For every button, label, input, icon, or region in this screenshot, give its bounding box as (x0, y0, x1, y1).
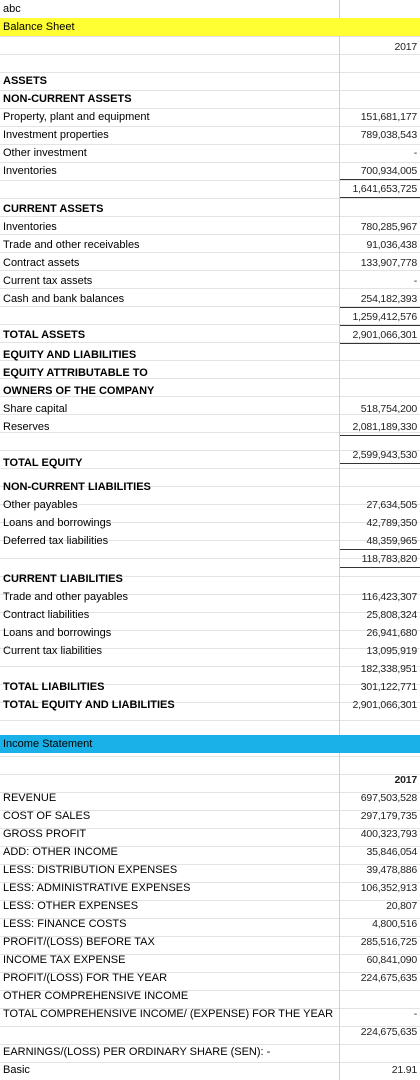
balance-sheet-row (0, 400, 420, 418)
balance-sheet-row-label: Other payables (3, 499, 78, 511)
income-statement-row-value: 35,846,054 (366, 846, 417, 858)
income-statement-row-label: EARNINGS/(LOSS) PER ORDINARY SHARE (SEN): - (3, 1046, 271, 1058)
income-statement-row (0, 933, 420, 951)
income-statement-title: Income Statement (3, 738, 93, 750)
balance-sheet-row (0, 290, 420, 308)
balance-sheet-row-value: 780,285,967 (360, 221, 417, 233)
balance-sheet-row (0, 606, 420, 624)
top-label-row (0, 0, 420, 18)
balance-sheet-row (0, 624, 420, 642)
balance-sheet-row (0, 180, 420, 198)
gridline (0, 36, 420, 37)
balance-sheet-title: Balance Sheet (3, 21, 75, 33)
balance-sheet-row-label: Property, plant and equipment (3, 111, 150, 123)
income-statement-row (0, 843, 420, 861)
balance-sheet-row-label: NON-CURRENT ASSETS (3, 93, 132, 105)
income-statement-row (0, 879, 420, 897)
income-statement-row-label: INCOME TAX EXPENSE (3, 954, 126, 966)
income-statement-row-value: 285,516,725 (360, 936, 417, 948)
balance-sheet-row-value: 25,808,324 (366, 609, 417, 621)
balance-sheet-row-value: 1,259,412,576 (352, 311, 417, 323)
balance-sheet-row (0, 550, 420, 568)
balance-sheet-row (0, 532, 420, 550)
income-statement-row (0, 969, 420, 987)
balance-sheet-row (0, 642, 420, 660)
income-statement-row-value: 224,675,635 (360, 972, 417, 984)
balance-sheet-row-value: 2,901,066,301 (352, 329, 417, 341)
balance-sheet-row-value: 26,941,680 (366, 627, 417, 639)
balance-sheet-row (0, 72, 420, 90)
balance-sheet-row-label: Trade and other receivables (3, 239, 140, 251)
balance-sheet-subtotal-rule (340, 343, 420, 344)
balance-sheet-row (0, 570, 420, 588)
balance-sheet-row-label: EQUITY ATTRIBUTABLE TO (3, 367, 148, 379)
balance-sheet-row-label: Share capital (3, 403, 68, 415)
balance-sheet-row-label: NON-CURRENT LIABILITIES (3, 481, 151, 493)
balance-sheet-row (0, 144, 420, 162)
balance-sheet-row (0, 478, 420, 496)
balance-sheet-row-label: Other investment (3, 147, 87, 159)
balance-sheet-row-value: 700,934,005 (360, 165, 417, 177)
balance-sheet-row-value: 13,095,919 (366, 645, 417, 657)
balance-sheet-row (0, 90, 420, 108)
balance-sheet-row-label: Loans and borrowings (3, 517, 112, 529)
balance-sheet-row-label: TOTAL ASSETS (3, 329, 86, 341)
balance-sheet-row (0, 126, 420, 144)
balance-sheet-row (0, 382, 420, 400)
balance-sheet-row-label: Contract liabilities (3, 609, 90, 621)
income-statement-row-value: 20,807 (386, 900, 417, 912)
income-statement-row (0, 1023, 420, 1041)
income-statement-row-label: TOTAL COMPREHENSIVE INCOME/ (EXPENSE) FOR THE YEAR (3, 1008, 334, 1020)
income-statement-row-value: 21.91 (391, 1064, 417, 1076)
balance-sheet-row-value: 301,122,771 (360, 681, 417, 693)
balance-sheet-row-value: 254,182,393 (360, 293, 417, 305)
balance-sheet-row-value: 133,907,778 (360, 257, 417, 269)
balance-sheet-row-value: 789,038,543 (360, 129, 417, 141)
balance-sheet-row-label: Loans and borrowings (3, 627, 112, 639)
income-statement-row-label: PROFIT/(LOSS) FOR THE YEAR (3, 972, 168, 984)
balance-sheet-row (0, 108, 420, 126)
income-statement-row-label: GROSS PROFIT (3, 828, 87, 840)
income-statement-row-value: - (413, 1008, 417, 1020)
balance-sheet-row (0, 162, 420, 180)
balance-sheet-row (0, 696, 420, 714)
balance-sheet-row-value: 118,783,820 (361, 553, 417, 565)
balance-sheet-year-row (0, 38, 420, 56)
balance-sheet-row-label: Inventories (3, 221, 57, 233)
balance-sheet-row-label: Inventories (3, 165, 57, 177)
balance-sheet-row (0, 254, 420, 272)
balance-sheet-row-label: TOTAL LIABILITIES (3, 681, 105, 693)
balance-sheet-row-label: OWNERS OF THE COMPANY (3, 385, 155, 397)
income-statement-row-label: REVENUE (3, 792, 57, 804)
income-statement-row-label: PROFIT/(LOSS) BEFORE TAX (3, 936, 155, 948)
balance-sheet-row-label: Contract assets (3, 257, 80, 269)
balance-sheet-row-label: Deferred tax liabilities (3, 535, 109, 547)
balance-sheet-row (0, 364, 420, 382)
income-statement-row (0, 789, 420, 807)
income-statement-row (0, 1043, 420, 1061)
balance-sheet-row-label: TOTAL EQUITY AND LIABILITIES (3, 699, 175, 711)
balance-sheet-row-value: 2,599,943,530 (352, 449, 417, 461)
income-statement-year: 2017 (394, 774, 417, 786)
income-statement-row-label: LESS: FINANCE COSTS (3, 918, 127, 930)
top-label: abc (3, 3, 21, 15)
balance-sheet-subtotal-rule (340, 567, 420, 568)
income-statement-row (0, 915, 420, 933)
income-statement-row (0, 807, 420, 825)
income-statement-row-value: 224,675,635 (360, 1026, 417, 1038)
income-statement-row-value: 39,478,886 (366, 864, 417, 876)
income-statement-row-value: 697,503,528 (360, 792, 417, 804)
income-statement-row (0, 987, 420, 1005)
balance-sheet-year: 2017 (394, 41, 417, 53)
income-statement-row-label: ADD: OTHER INCOME (3, 846, 118, 858)
balance-sheet-row-value: 151,681,177 (360, 111, 417, 123)
balance-sheet-row-label: Current tax assets (3, 275, 93, 287)
income-statement-row-value: 297,179,735 (360, 810, 417, 822)
income-statement-row-label: LESS: DISTRIBUTION EXPENSES (3, 864, 178, 876)
balance-sheet-row (0, 454, 420, 472)
income-statement-row-label: LESS: ADMINISTRATIVE EXPENSES (3, 882, 191, 894)
gridline (0, 756, 420, 757)
income-statement-row (0, 825, 420, 843)
balance-sheet-row-label: Cash and bank balances (3, 293, 125, 305)
balance-sheet-row-label: EQUITY AND LIABILITIES (3, 349, 137, 361)
balance-sheet-row (0, 308, 420, 326)
balance-sheet-row-value: 518,754,200 (360, 403, 417, 415)
income-statement-row-label: LESS: OTHER EXPENSES (3, 900, 139, 912)
balance-sheet-row (0, 346, 420, 364)
balance-sheet-row-label: CURRENT ASSETS (3, 203, 104, 215)
balance-sheet-row (0, 496, 420, 514)
balance-sheet-row-value: 2,081,189,330 (352, 421, 417, 433)
balance-sheet-row-value: 2,901,066,301 (352, 699, 417, 711)
balance-sheet-subtotal-rule (340, 435, 420, 436)
income-statement-row (0, 1005, 420, 1023)
income-statement-row-label: Basic (3, 1064, 30, 1076)
income-statement-row-value: 4,800,516 (372, 918, 417, 930)
income-statement-banner (0, 735, 420, 753)
income-statement-row (0, 897, 420, 915)
balance-sheet-row-value: 27,634,505 (366, 499, 417, 511)
balance-sheet-row (0, 200, 420, 218)
income-statement-row (0, 951, 420, 969)
income-statement-row-value: 400,323,793 (360, 828, 417, 840)
balance-sheet-subtotal-rule (340, 197, 420, 198)
gridline (0, 720, 420, 721)
balance-sheet-banner (0, 18, 420, 36)
balance-sheet-row-value: 182,338,951 (360, 663, 417, 675)
balance-sheet-row-value: - (413, 147, 417, 159)
balance-sheet-row (0, 514, 420, 532)
income-statement-row-value: 60,841,090 (366, 954, 417, 966)
balance-sheet-row (0, 660, 420, 678)
income-statement-row-label: COST OF SALES (3, 810, 91, 822)
income-statement-row (0, 861, 420, 879)
gridline (0, 198, 420, 199)
balance-sheet-row (0, 588, 420, 606)
balance-sheet-row-label: ASSETS (3, 75, 48, 87)
balance-sheet-row-value: 91,036,438 (366, 239, 417, 251)
income-statement-row-label: OTHER COMPREHENSIVE INCOME (3, 990, 189, 1002)
income-statement-year-row (0, 771, 420, 789)
balance-sheet-row-label: Current tax liabilities (3, 645, 103, 657)
balance-sheet-row (0, 236, 420, 254)
income-statement-row (0, 1061, 420, 1079)
balance-sheet-row-value: - (413, 275, 417, 287)
balance-sheet-row (0, 418, 420, 436)
balance-sheet-row (0, 218, 420, 236)
balance-sheet-row-label: CURRENT LIABILITIES (3, 573, 123, 585)
balance-sheet-row-label: Trade and other payables (3, 591, 128, 603)
balance-sheet-row-label: TOTAL EQUITY (3, 457, 83, 469)
balance-sheet-row-label: Investment properties (3, 129, 109, 141)
balance-sheet-row-value: 1,641,653,725 (352, 183, 417, 195)
balance-sheet-row-value: 42,789,350 (366, 517, 417, 529)
balance-sheet-row (0, 678, 420, 696)
balance-sheet-row-value: 48,359,965 (366, 535, 417, 547)
income-statement-row-value: 106,352,913 (360, 882, 417, 894)
balance-sheet-row (0, 326, 420, 344)
balance-sheet-row-label: Reserves (3, 421, 50, 433)
balance-sheet-row-value: 116,423,307 (361, 591, 417, 603)
balance-sheet-row (0, 272, 420, 290)
